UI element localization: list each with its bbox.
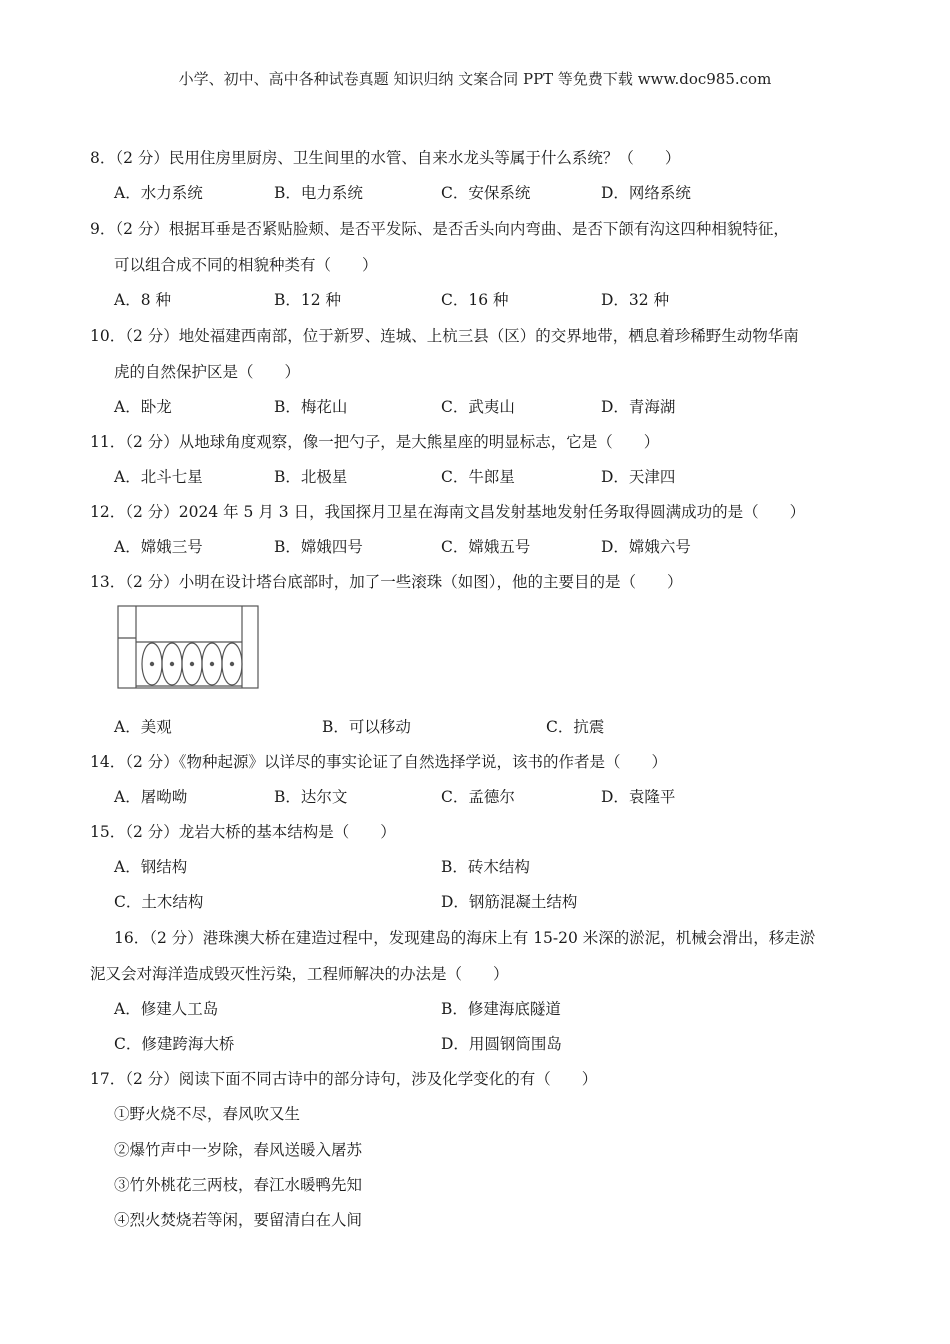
q13-option-c[interactable]: C．抗震	[546, 718, 605, 736]
q9-option-a[interactable]: A．8 种	[114, 291, 171, 309]
poem-line-1: ①野火烧不尽，春风吹又生	[114, 1105, 301, 1123]
poem-line-4: ④烈火焚烧若等闲，要留清白在人间	[114, 1211, 363, 1229]
q8-option-d[interactable]: D．网络系统	[601, 184, 691, 202]
question-8-text: 8．（2 分）民用住房里厨房、卫生间里的水管、自来水龙头等属于什么系统？（ ）	[90, 149, 681, 167]
page-header: 小学、初中、高中各种试卷真题 知识归纳 文案合同 PPT 等免费下载 www.doc985.com	[178, 70, 772, 88]
poem-line-2: ②爆竹声中一岁除，春风送暖入屠苏	[114, 1141, 363, 1159]
question-11-text: 11．（2 分）从地球角度观察，像一把勺子，是大熊星座的明显标志，它是（ ）	[90, 433, 660, 451]
q10-option-a[interactable]: A．卧龙	[114, 398, 172, 416]
q9-option-b[interactable]: B．12 种	[274, 291, 342, 309]
question-17-text: 17．（2 分）阅读下面不同古诗中的部分诗句，涉及化学变化的有（ ）	[90, 1070, 598, 1088]
question-12-text: 12．（2 分）2024 年 5 月 3 日，我国探月卫星在海南文昌发射基地发射任务取得圆满成功的是（ ）	[90, 503, 806, 521]
q15-option-b[interactable]: B．砖木结构	[441, 858, 530, 876]
q11-option-c[interactable]: C．牛郎星	[441, 468, 515, 486]
question-16-text: 16．（2 分）港珠澳大桥在建造过程中，发现建岛的海床上有 15-20 米深的淤泥，机械会滑出，移走淤	[114, 929, 816, 947]
q8-option-a[interactable]: A．水力系统	[114, 184, 203, 202]
q12-option-b[interactable]: B．嫦娥四号	[274, 538, 363, 556]
q16-option-b[interactable]: B．修建海底隧道	[441, 1000, 561, 1018]
q9-option-d[interactable]: D．32 种	[601, 291, 670, 309]
q15-option-c[interactable]: C．土木结构	[114, 893, 204, 911]
question-9-text-cont: 可以组合成不同的相貌种类有（ ）	[114, 256, 378, 274]
q16-option-d[interactable]: D．用圆钢筒围岛	[441, 1035, 562, 1053]
question-15-text: 15．（2 分）龙岩大桥的基本结构是（ ）	[90, 823, 396, 841]
q16-option-a[interactable]: A．修建人工岛	[114, 1000, 219, 1018]
q8-option-b[interactable]: B．电力系统	[274, 184, 363, 202]
q8-option-c[interactable]: C．安保系统	[441, 184, 531, 202]
q14-option-a[interactable]: A．屠呦呦	[114, 788, 188, 806]
q12-option-a[interactable]: A．嫦娥三号	[114, 538, 203, 556]
question-14-text: 14．（2 分）《物种起源》以详尽的事实论证了自然选择学说，该书的作者是（ ）	[90, 753, 668, 771]
q16-option-c[interactable]: C．修建跨海大桥	[114, 1035, 235, 1053]
question-10-text-cont: 虎的自然保护区是（ ）	[114, 363, 301, 381]
q9-option-c[interactable]: C．16 种	[441, 291, 509, 309]
q10-option-b[interactable]: B．梅花山	[274, 398, 348, 416]
q12-option-c[interactable]: C．嫦娥五号	[441, 538, 531, 556]
q14-option-c[interactable]: C．孟德尔	[441, 788, 515, 806]
question-9-text: 9．（2 分）根据耳垂是否紧贴脸颊、是否平发际、是否舌头向内弯曲、是否下颌有沟这四种相貌特征，	[90, 220, 789, 238]
q15-option-d[interactable]: D．钢筋混凝土结构	[441, 893, 578, 911]
q15-option-a[interactable]: A．钢结构	[114, 858, 188, 876]
question-16-text-cont: 泥又会对海洋造成毁灭性污染，工程师解决的办法是（ ）	[90, 965, 509, 983]
q13-option-b[interactable]: B．可以移动	[322, 718, 411, 736]
q10-option-c[interactable]: C．武夷山	[441, 398, 515, 416]
q14-option-d[interactable]: D．袁隆平	[601, 788, 676, 806]
q10-option-d[interactable]: D．青海湖	[601, 398, 676, 416]
q12-option-d[interactable]: D．嫦娥六号	[601, 538, 691, 556]
q13-option-a[interactable]: A．美观	[114, 718, 172, 736]
q11-option-d[interactable]: D．天津四	[601, 468, 676, 486]
q11-option-a[interactable]: A．北斗七星	[114, 468, 203, 486]
poem-line-3: ③竹外桃花三两枝，春江水暖鸭先知	[114, 1176, 363, 1194]
question-10-text: 10．（2 分）地处福建西南部，位于新罗、连城、上杭三县（区）的交界地带，栖息着珍稀野生动物华南	[90, 327, 799, 345]
question-13-text: 13．（2 分）小明在设计塔台底部时，加了一些滚珠（如图），他的主要目的是（ ）	[90, 573, 683, 591]
tower-base-ball-bearing-figure	[114, 602, 266, 694]
q14-option-b[interactable]: B．达尔文	[274, 788, 348, 806]
q11-option-b[interactable]: B．北极星	[274, 468, 348, 486]
